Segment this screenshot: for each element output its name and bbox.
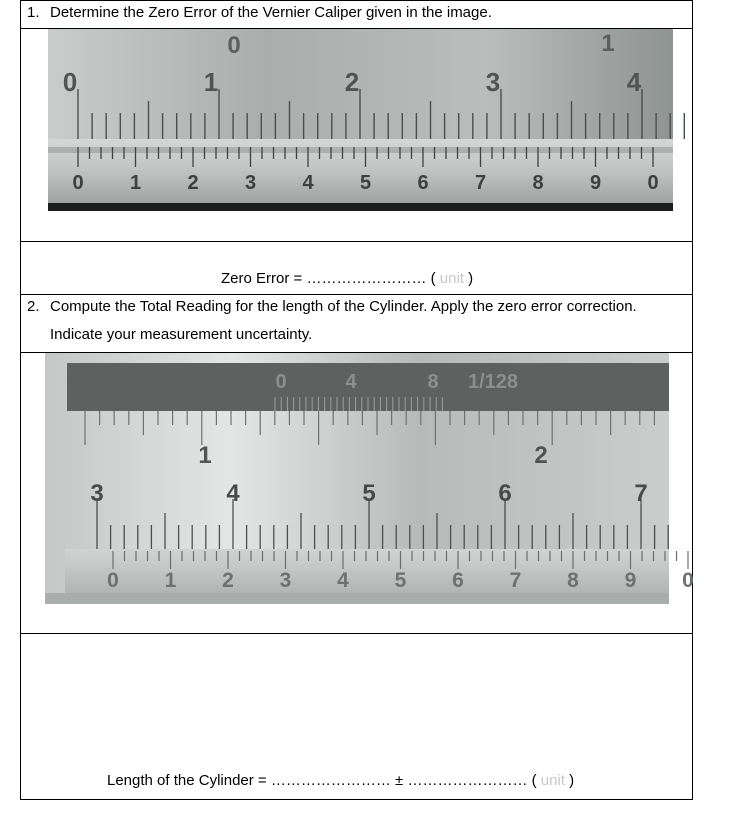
vernier-label: 0 xyxy=(682,569,694,592)
cylinder-length-unit-hint[interactable]: unit xyxy=(540,772,565,789)
zero-error-paren-close: ) xyxy=(463,270,474,287)
zero-error-unit-hint[interactable]: unit xyxy=(439,270,464,287)
vernier-label: 6 xyxy=(452,569,464,592)
top-scale-label: 0 xyxy=(275,371,287,393)
top-scale-label: 1 xyxy=(601,30,615,57)
vernier-photo-2 xyxy=(45,353,694,604)
vernier-label: 1 xyxy=(164,569,177,592)
cylinder-length-label: Length of the Cylinder = xyxy=(107,772,271,789)
q2-instruction-line-1: Compute the Total Reading for the length of the Cylinder. Apply the zero error correction. xyxy=(50,298,637,315)
zero-error-blank[interactable]: …………………… xyxy=(306,270,427,287)
uncertainty-blank[interactable]: …………………… xyxy=(407,772,528,789)
q1-number: 1. xyxy=(27,4,40,21)
vernier-label: 5 xyxy=(359,172,372,194)
vernier-label: 4 xyxy=(337,569,349,592)
vernier-photo-1 xyxy=(48,29,673,211)
vernier-label: 1 xyxy=(129,172,142,194)
vernier-label: 4 xyxy=(302,172,314,194)
zero-error-label: Zero Error = xyxy=(221,270,307,287)
vernier-label: 5 xyxy=(394,569,407,592)
main-scale-label: 3 xyxy=(90,480,104,507)
top-scale-label: 4 xyxy=(345,371,357,393)
zero-error-paren-open: ( xyxy=(430,270,440,287)
vernier-label: 9 xyxy=(624,569,637,592)
main-scale-label: 2 xyxy=(344,67,360,97)
q2-number: 2. xyxy=(27,298,40,315)
vernier-label: 7 xyxy=(509,569,522,592)
q2-instruction-line-2: Indicate your measurement uncertainty. xyxy=(50,326,313,343)
main-scale-label: 6 xyxy=(498,480,512,507)
cylinder-length-paren-close: ) xyxy=(564,772,575,789)
top-scale-note: 1/128 xyxy=(467,371,519,393)
vernier-label: 9 xyxy=(589,172,602,194)
photo-bottom-strip xyxy=(45,593,669,604)
vernier-edge-shadow xyxy=(48,147,673,153)
top-scale-label: 8 xyxy=(427,371,439,393)
photo-bottom-edge xyxy=(48,203,673,211)
main-scale-label: 4 xyxy=(626,67,642,97)
vernier-label: 3 xyxy=(244,172,257,194)
cylinder-length-paren-open: ( xyxy=(531,772,541,789)
inch-scale-label: 2 xyxy=(534,442,548,469)
top-scale-label: 0 xyxy=(227,32,241,59)
vernier-label: 0 xyxy=(72,172,84,194)
vernier-label: 8 xyxy=(532,172,544,194)
zero-error-answer-line xyxy=(221,270,473,287)
q1-title: Determine the Zero Error of the Vernier Caliper given in the image. xyxy=(50,4,492,21)
vernier-label: 7 xyxy=(474,172,487,194)
main-scale-label: 4 xyxy=(226,480,240,507)
inch-scale-label: 1 xyxy=(198,442,212,469)
main-scale-label: 1 xyxy=(203,67,219,97)
vernier-label: 0 xyxy=(107,569,119,592)
main-scale-label: 3 xyxy=(485,67,501,97)
vernier-label: 8 xyxy=(567,569,579,592)
vernier-label: 6 xyxy=(417,172,429,194)
vernier-label: 0 xyxy=(647,172,659,194)
main-scale-label: 5 xyxy=(362,480,376,507)
main-scale-label: 7 xyxy=(634,480,648,507)
plus-minus-sign: ± xyxy=(395,772,404,789)
main-scale-label: 0 xyxy=(62,67,78,97)
vernier-label: 2 xyxy=(187,172,199,194)
vernier-label: 2 xyxy=(222,569,234,592)
cylinder-length-blank[interactable]: …………………… xyxy=(270,772,391,789)
cylinder-length-answer-line xyxy=(107,772,574,789)
vernier-label: 3 xyxy=(279,569,292,592)
